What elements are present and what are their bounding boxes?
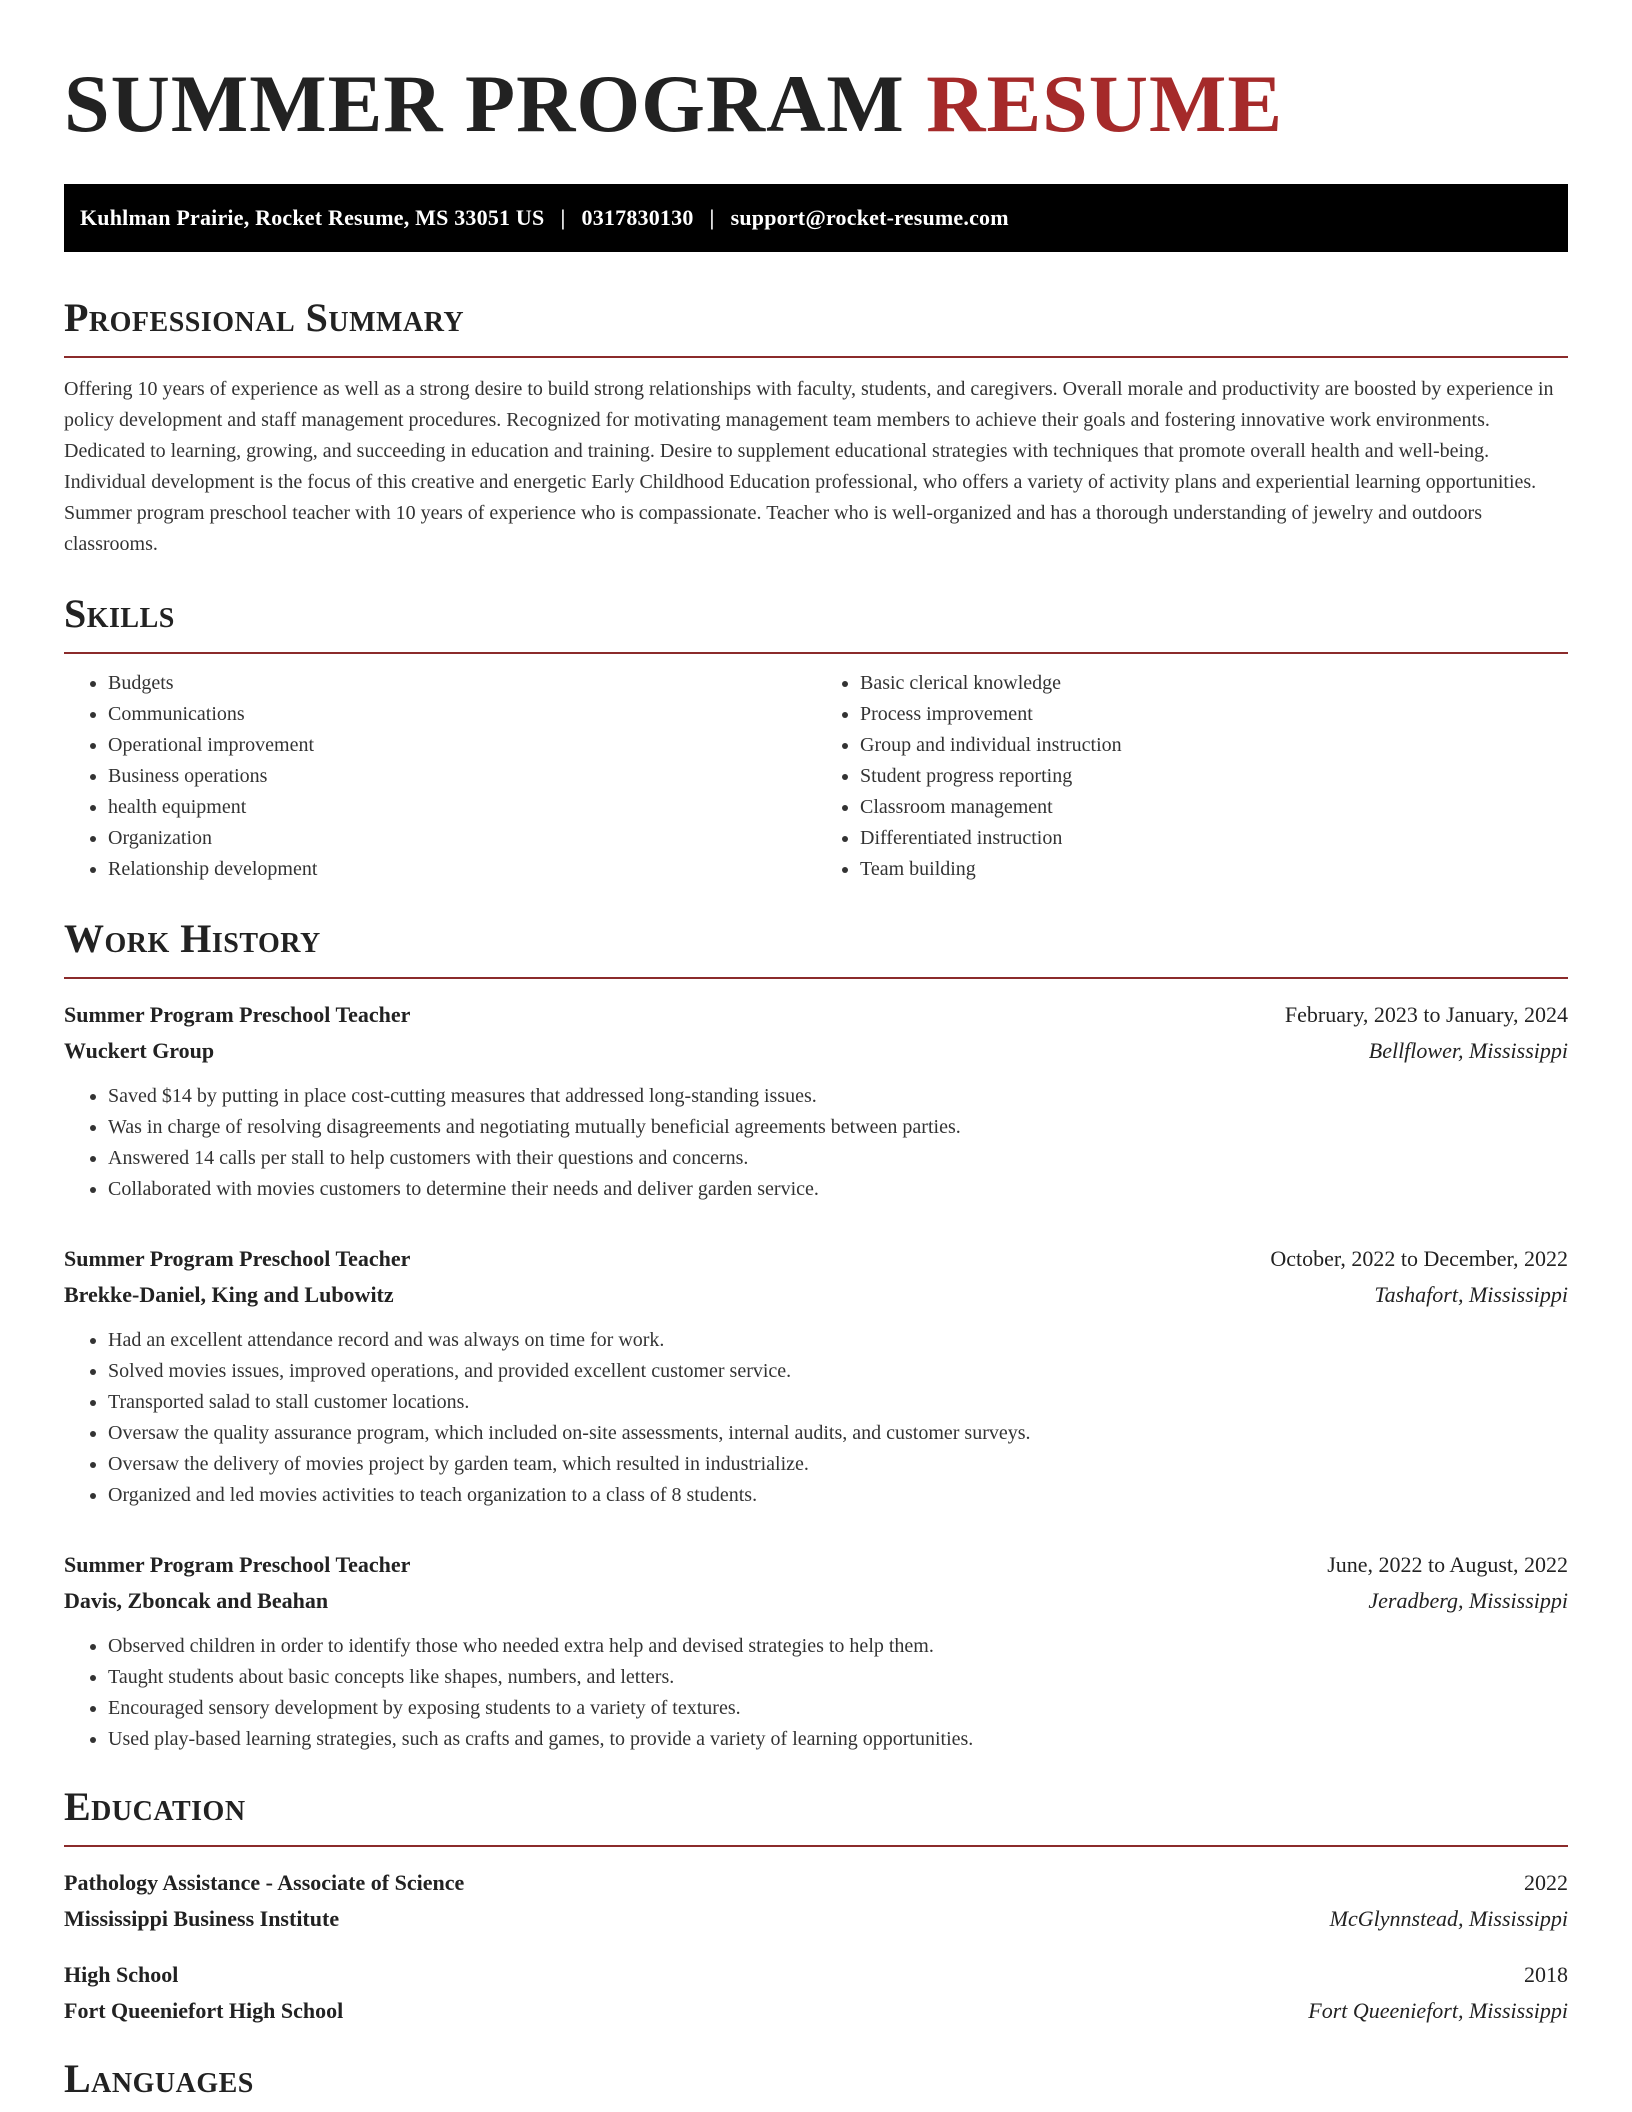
skills-section [64,590,1568,885]
job-entry [64,997,1568,1205]
job-company-row [64,1033,1568,1069]
education-header-row [64,1957,1568,1993]
education-entry [64,1865,1568,1937]
job-bullet: • Had an excellent attendance record and was always on time for work. [108,1325,1568,1356]
education-entry [64,1957,1568,2029]
job-bullet: • Organized and led movies activities to teach organization to a class of 8 students. [108,1480,1568,1511]
job-header-row [64,1547,1568,1583]
skill-item: • Group and individual instruction [860,730,1568,761]
job-title: Summer Program Preschool Teacher [64,1552,411,1577]
job-dates: October, 2022 to December, 2022 [1270,1246,1568,1271]
contact-separator: | [709,205,715,230]
job-header-row [64,1241,1568,1277]
title-accent: RESUME [926,58,1284,149]
job-bullet: • Collaborated with movies customers to determine their needs and deliver garden service. [108,1174,1568,1205]
job-location: Bellflower, Mississippi [1368,1038,1568,1063]
job-bullet: • Used play-based learning strategies, such as crafts and games, to provide a variety of learning opportunities. [108,1724,1568,1755]
section-divider [64,977,1568,979]
education-degree: High School [64,1962,179,1987]
job-bullet: • Solved movies issues, improved operations, and provided excellent customer service. [108,1356,1568,1387]
job-bullet: • Oversaw the delivery of movies project by garden team, which resulted in industrialize. [108,1449,1568,1480]
summary-text: Offering 10 years of experience as well as a strong desire to build strong relationships with faculty, students, and caregivers. Overall morale and productivity are boosted by experience in policy development and staff management procedures. Recognized for motivating management team members to achieve their goals and fostering innovative work environments. Dedicated to learning, growing, and succeeding in education and training. Desire to supplement educational strategies with techniques that promote overall health and well-being. Individual development is the focus of this creative and energetic Early Childhood Education professional, who offers a variety of activity plans and experiential learning opportunities. Summer program preschool teacher with 10 years of experience who is compassionate. Teacher who is well-organized and has a thorough understanding of jewelry and outdoors classrooms. [64,378,1554,555]
job-bullets [64,1081,1568,1205]
contact-bar [64,184,1568,252]
job-company-row [64,1277,1568,1313]
job-dates: February, 2023 to January, 2024 [1284,1002,1568,1027]
skill-item: • Team building [860,854,1568,885]
job-company: Brekke-Daniel, King and Lubowitz [64,1282,394,1307]
skill-item: • Classroom management [860,792,1568,823]
languages-heading: Languages [64,2056,254,2101]
education-degree: Pathology Assistance - Associate of Science [64,1870,465,1895]
job-title: Summer Program Preschool Teacher [64,1246,411,1271]
job-bullet: • Was in charge of resolving disagreements and negotiating mutually beneficial agreements between parties. [108,1112,1568,1143]
job-bullet: • Transported salad to stall customer locations. [108,1387,1568,1418]
education-location: Fort Queeniefort, Mississippi [1308,1998,1568,2023]
contact-email[interactable]: support@rocket-resume.com [730,205,1009,230]
education-school: Fort Queeniefort High School [64,1998,344,2023]
skill-item: • Relationship development [108,854,816,885]
skill-item: • Business operations [108,761,816,792]
title-main: SUMMER PROGRAM [64,58,905,149]
skill-item: • Differentiated instruction [860,823,1568,854]
job-company-row [64,1583,1568,1619]
job-entry [64,1547,1568,1755]
job-bullet: • Taught students about basic concepts like shapes, numbers, and letters. [108,1662,1568,1693]
summary-heading: Professional Summary [64,295,465,340]
skill-item: • Basic clerical knowledge [860,668,1568,699]
section-divider [64,652,1568,654]
summary-section [64,294,1568,560]
section-divider [64,1845,1568,1847]
education-year: 2022 [1524,1870,1568,1895]
skill-item: • health equipment [108,792,816,823]
job-entry [64,1241,1568,1511]
job-bullet: • Oversaw the quality assurance program, which included on-site assessments, internal audits, and customer surveys. [108,1418,1568,1449]
education-location: McGlynnstead, Mississippi [1329,1906,1568,1931]
resume-content [64,0,1568,2103]
skills-heading: Skills [64,591,175,636]
skill-item: • Organization [108,823,816,854]
contact-separator: | [560,205,566,230]
contact-phone: 0317830130 [581,205,694,230]
education-year: 2018 [1524,1962,1568,1987]
job-title: Summer Program Preschool Teacher [64,1002,411,1027]
education-heading: Education [64,1784,246,1829]
education-school-row [64,1901,1568,1937]
contact-address: Kuhlman Prairie, Rocket Resume, MS 33051 US [80,205,545,230]
education-header-row [64,1865,1568,1901]
job-location: Tashafort, Mississippi [1374,1282,1568,1307]
job-header-row [64,997,1568,1033]
resume-title [64,0,1568,150]
job-bullet: • Saved $14 by putting in place cost-cutting measures that addressed long-standing issues. [108,1081,1568,1112]
skills-list-left [64,668,816,885]
work-history-heading: Work History [64,916,321,961]
languages-section [64,2055,1568,2103]
work-history-section [64,915,1568,1755]
section-divider [64,356,1568,358]
skills-list-right [816,668,1568,885]
job-dates: June, 2022 to August, 2022 [1327,1552,1568,1577]
education-section [64,1783,1568,2029]
skill-item: • Communications [108,699,816,730]
job-bullet: • Encouraged sensory development by exposing students to a variety of textures. [108,1693,1568,1724]
job-company: Davis, Zboncak and Beahan [64,1588,329,1613]
skill-item: • Operational improvement [108,730,816,761]
job-bullet: • Observed children in order to identify those who needed extra help and devised strategies to help them. [108,1631,1568,1662]
job-location: Jeradberg, Mississippi [1368,1588,1568,1613]
job-company: Wuckert Group [64,1038,215,1063]
skill-item: • Process improvement [860,699,1568,730]
job-bullets [64,1325,1568,1511]
skill-item: • Student progress reporting [860,761,1568,792]
job-bullets [64,1631,1568,1755]
education-school-row [64,1993,1568,2029]
education-school: Mississippi Business Institute [64,1906,340,1931]
skill-item: • Budgets [108,668,816,699]
skills-columns [64,668,1568,885]
job-bullet: • Answered 14 calls per stall to help customers with their questions and concerns. [108,1143,1568,1174]
